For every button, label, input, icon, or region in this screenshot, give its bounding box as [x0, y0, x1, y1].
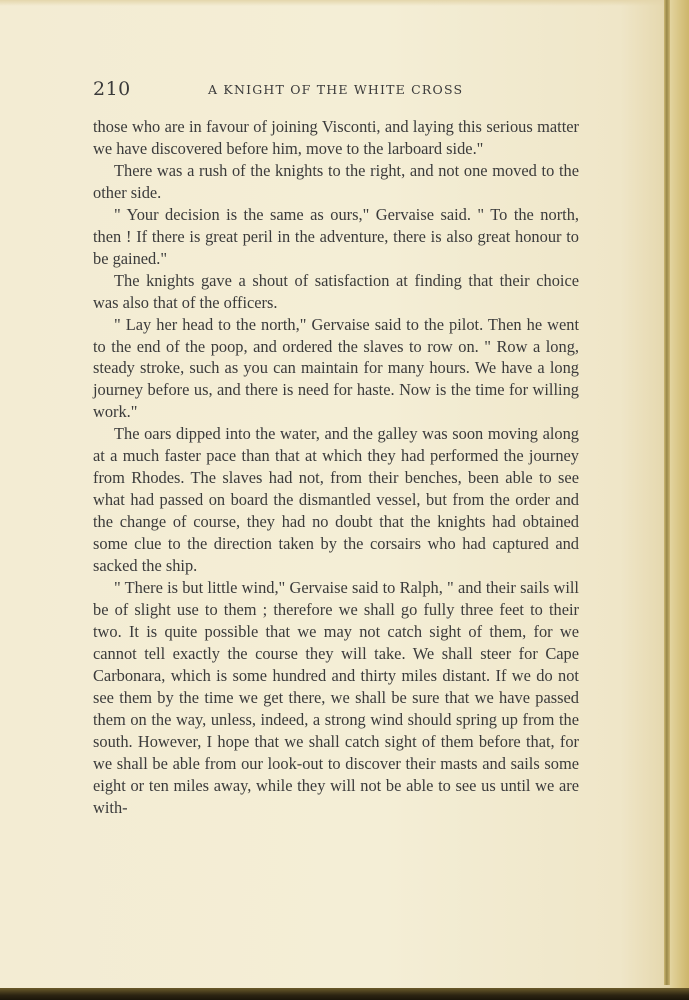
- page-header: [93, 78, 579, 104]
- paragraph-2: There was a rush of the knights to the right, and not one moved to the other side.: [93, 160, 579, 202]
- page-number: 210: [93, 78, 131, 100]
- paragraph-4: The knights gave a shout of satisfaction at finding that their choice was also that of the officers.: [93, 270, 579, 312]
- paragraph-7: " There is but little wind," Gervaise said to Ralph, " and their sails will be of slight use to them ; therefore we shall go fully three feet to their two. It is quite possible that we may not catch sight of them, for we cannot tell exactly the course they will take. We shall steer for Cape Carbonara, which is some hundred and thirty miles distant. If we do not see them by the time we get there, we shall be sure that we have passed them on the way, unless, indeed, a strong wind should spring up from the south. However, I hope that we shall catch sight of them before that, for we shall be able from our look-out to discover their masts and sails some eight or ten miles away, while they will not be able to see us until we are with-: [93, 578, 579, 817]
- binding-spine: [670, 0, 689, 1000]
- page-bottom-shadow: [0, 988, 689, 1000]
- running-head: A KNIGHT OF THE WHITE CROSS: [208, 82, 464, 97]
- paragraph-6: The oars dipped into the water, and the galley was soon moving along at a much faster pace than that at which they had performed the journey from Rhodes. The slaves had not, from their benches, been able to see what had passed on board the dismantled vessel, but from the order and the change of course, they had no doubt that the knights had obtained some clue to the direction taken by the corsairs who had captured and sacked the ship.: [93, 424, 579, 576]
- body-text: [93, 116, 579, 819]
- paragraph-3: " Your decision is the same as ours," Gervaise said. " To the north, then ! If there is great peril in the adventure, there is also great honour to be gained.": [93, 204, 579, 268]
- paragraph-1: those who are in favour of joining Visconti, and laying this serious matter we have discovered before him, move to the larboard side.": [93, 117, 579, 158]
- paragraph-5: " Lay her head to the north," Gervaise said to the pilot. Then he went to the end of the poop, and ordered the slaves to row on. " Row a long, steady stroke, such as you can maintain for many hours. We have a long journey before us, and there is need for haste. Now is the time for willing work.": [93, 314, 579, 422]
- page-top-edge: [0, 0, 689, 6]
